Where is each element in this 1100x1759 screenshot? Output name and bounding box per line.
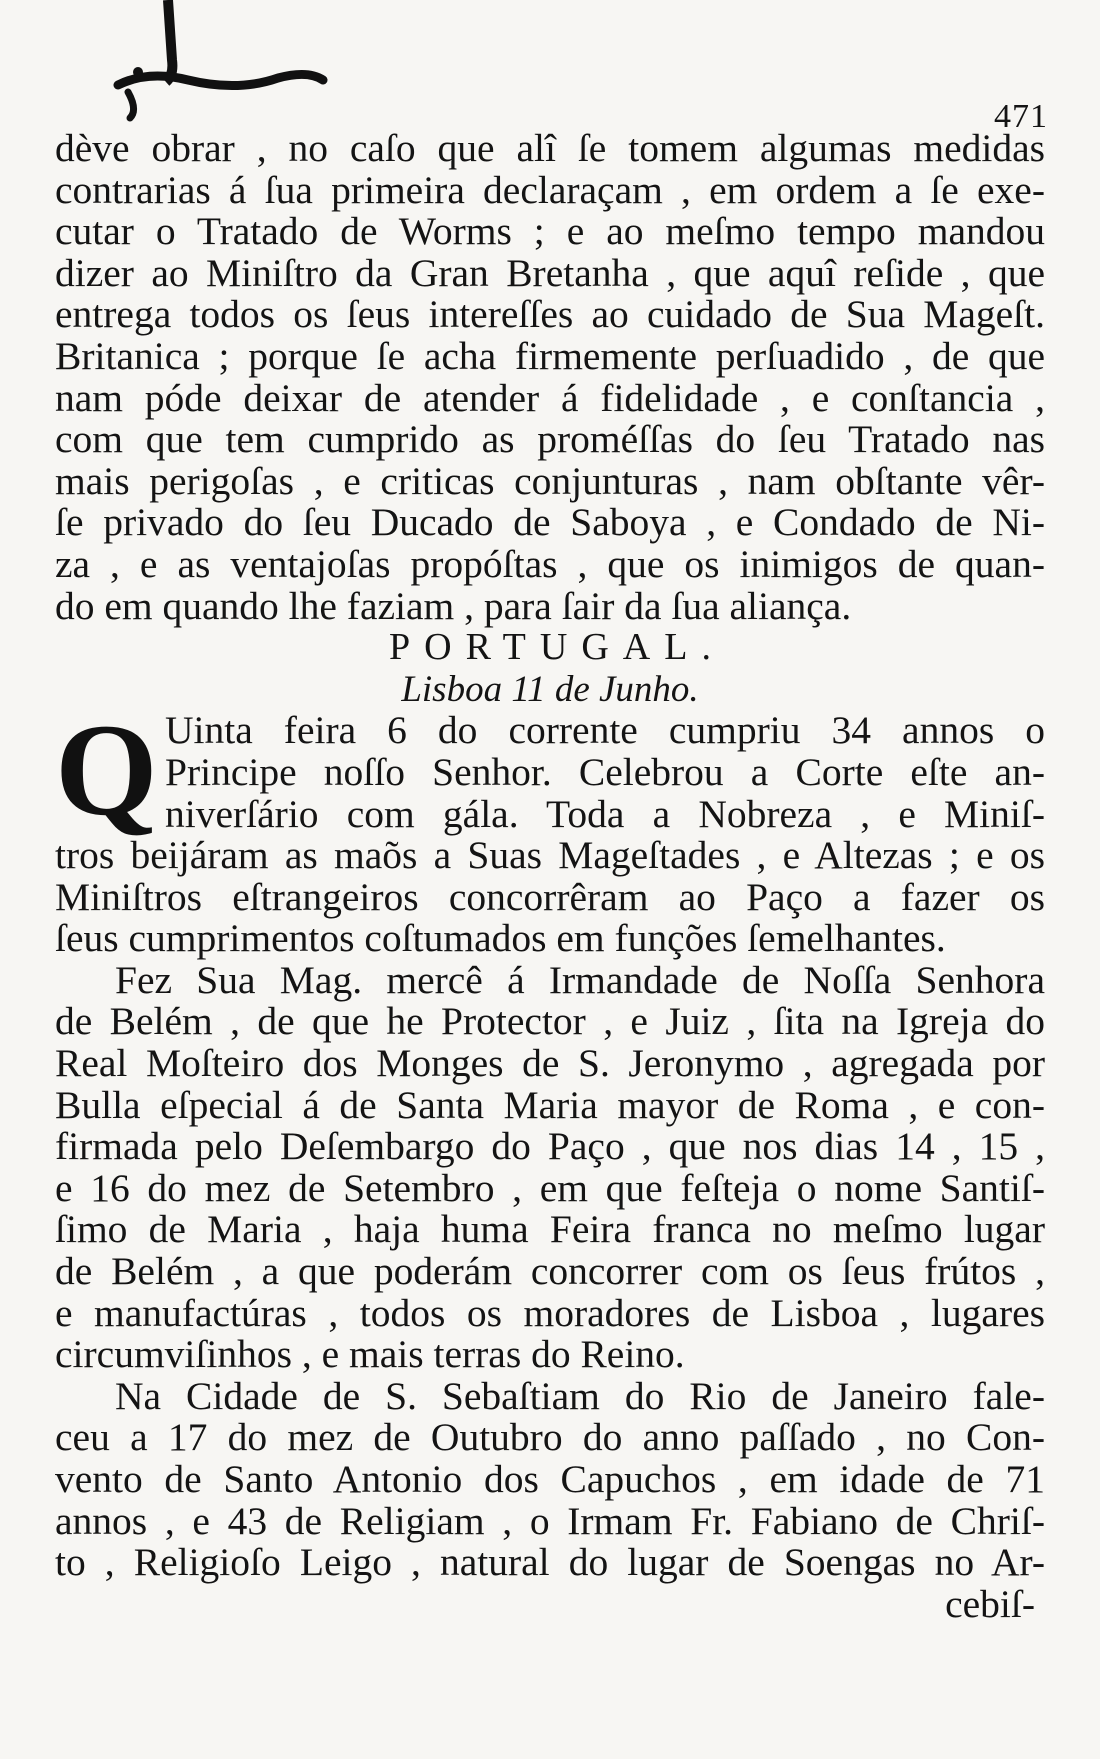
decorative-ornament	[108, 0, 368, 130]
text-line: de Belém , a que poderám concorrer com os ſeus frútos ,	[55, 1249, 1045, 1294]
text-line: circumviſinhos , e mais terras do Reino.	[55, 1332, 685, 1377]
page-number: 471	[994, 98, 1048, 135]
text-line: ceu a 17 do mez de Outubro do anno paſſado , no Con-	[55, 1415, 1045, 1460]
text-line: de Belém , de que he Protector , e Juiz , ſita na Igreja do	[55, 999, 1045, 1044]
text-line: contrarias á ſua primeira declaraçam , em ordem a ſe exe-	[55, 167, 1045, 212]
text-line: vento de Santo Antonio dos Capuchos , em idade de 71	[55, 1457, 1045, 1501]
section-heading: PORTUGAL.	[389, 626, 725, 669]
text-line: Fez Sua Mag. mercê á Irmandade de Noſſa Senhora	[115, 957, 1045, 1002]
text-line: Na Cidade de S. Sebaſtiam do Rio de Janeiro fale-	[115, 1373, 1045, 1418]
text-line: entrega todos os ſeus intereſſes ao cuidado de Sua Mageſt.	[55, 292, 1045, 337]
text-line: Principe noſſo Senhor. Celebrou a Corte eſte an-	[165, 749, 1045, 794]
text-line: firmada pelo Deſembargo do Paço , que nos dias 14 , 15 ,	[55, 1124, 1045, 1169]
text-line: e manufactúras , todos os moradores de Lisboa , lugares	[55, 1290, 1045, 1335]
text-line: ſimo de Maria , haja huma Feira franca no meſmo lugar	[55, 1207, 1045, 1252]
text-line: dizer ao Miniſtro da Gran Bretanha , que aquî reſide , que	[55, 250, 1045, 295]
text-line: com que tem cumprido as proméſſas do ſeu Tratado nas	[55, 417, 1045, 462]
text-line: ſe privado do ſeu Ducado de Saboya , e Condado de Ni-	[55, 500, 1045, 545]
paragraph-2	[55, 696, 1045, 961]
paragraph-3	[55, 957, 1045, 1377]
text-line: dève obrar , no caſo que alî ſe tomem algumas medidas	[55, 126, 1045, 170]
text-line: ſeus cumprimentos coſtumados em funções ſemelhantes.	[55, 916, 946, 961]
text-line: cutar o Tratado de Worms ; e ao meſmo tempo mandou	[55, 209, 1045, 254]
drop-cap: Q	[55, 696, 158, 844]
text-line: e 16 do mez de Setembro , em que feſteja o nome Santiſ-	[55, 1165, 1045, 1210]
dateline: Lisboa 11 de Junho.	[401, 668, 699, 710]
text-line: Bulla eſpecial á de Santa Maria mayor de Roma , e con-	[55, 1082, 1045, 1127]
paragraph-4	[55, 1373, 1045, 1585]
text-line: nam póde deixar de atender á fidelidade , e conſtancia ,	[55, 375, 1045, 420]
text-line: annos , e 43 de Religiam , o Irmam Fr. Fabiano de Chriſ-	[55, 1498, 1045, 1543]
text-line: Real Moſteiro dos Monges de S. Jeronymo , agregada por	[55, 1041, 1045, 1086]
paragraph-1	[55, 128, 1045, 627]
text-line: za , e as ventajoſas propóſtas , que os inimigos de quan-	[55, 541, 1045, 586]
catchword: cebiſ-	[945, 1581, 1035, 1626]
text-line: to , Religioſo Leigo , natural do lugar de Soengas no Ar-	[55, 1540, 1045, 1585]
body-text	[55, 128, 1045, 1625]
text-line: niverſário com gála. Toda a Nobreza , e Miniſ-	[165, 791, 1045, 836]
text-line: Uinta feira 6 do corrente cumpriu 34 annos o	[165, 708, 1045, 753]
text-line: tros beijáram as maõs a Suas Mageſtades , e Altezas ; e os	[55, 833, 1045, 878]
text-line: Miniſtros eſtrangeiros concorrêram ao Paço a fazer os	[55, 874, 1045, 919]
text-line: Britanica ; porque ſe acha firmemente perſuadido , de que	[55, 333, 1045, 378]
text-line: mais perigoſas , e criticas conjunturas , nam obſtante vêr-	[55, 458, 1045, 503]
text-line: do em quando lhe faziam , para ſair da ſua aliança.	[55, 583, 852, 628]
